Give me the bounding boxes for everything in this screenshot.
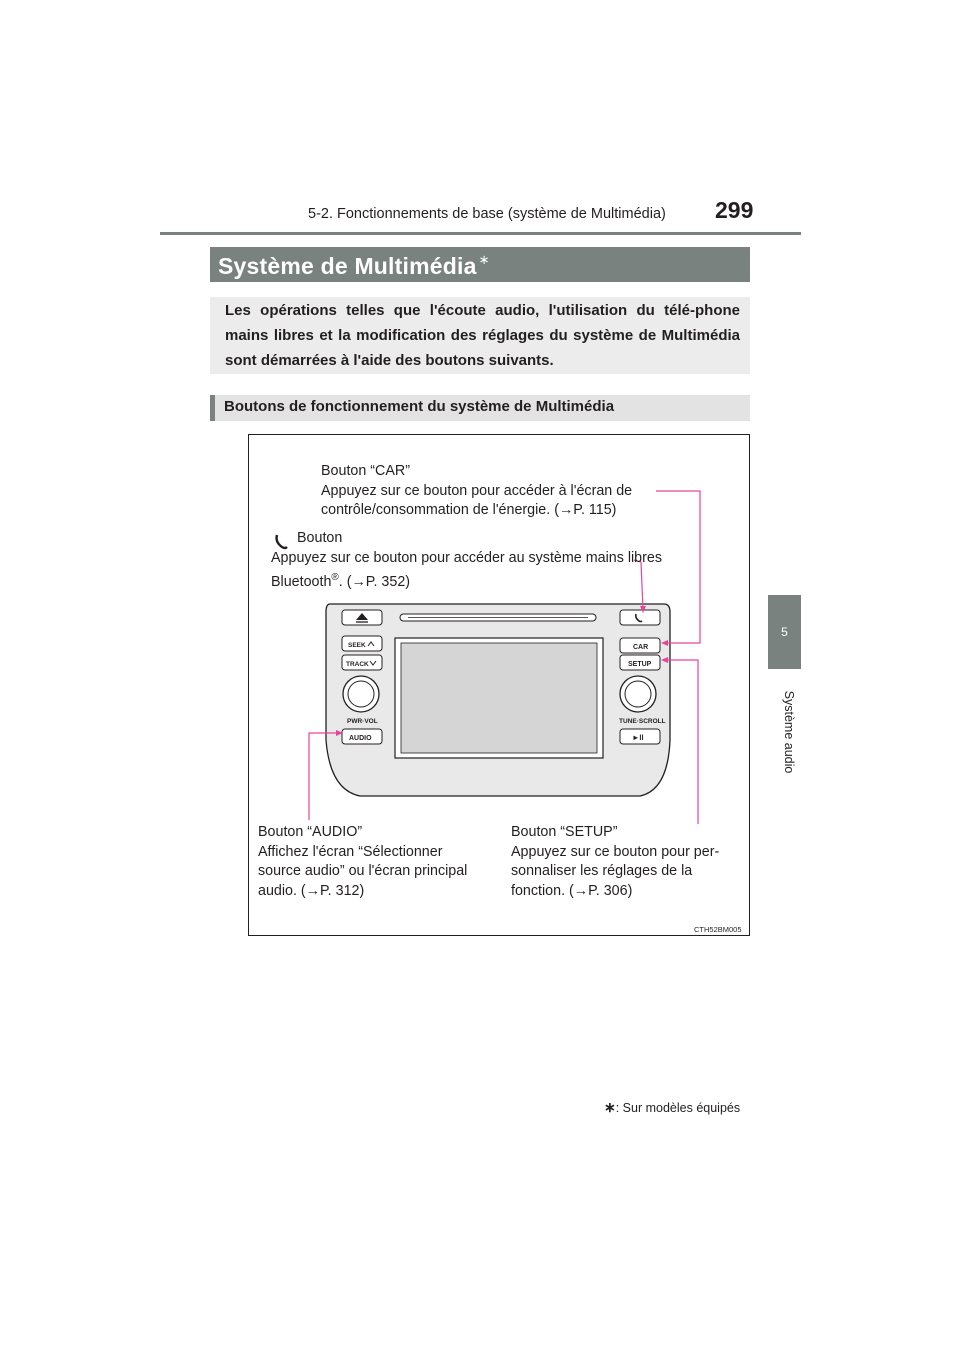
- footnote-mark: ∗: [604, 1099, 616, 1115]
- phone-callout-title: Bouton: [297, 530, 343, 546]
- footnote-text: : Sur modèles équipés: [615, 1101, 741, 1115]
- title-footnote-mark: ∗: [478, 252, 490, 267]
- phone-callout: [271, 529, 662, 592]
- setup-callout-title: Bouton “SETUP”: [511, 824, 618, 840]
- bluetooth-text: Bluetooth: [271, 573, 332, 590]
- section-header: 5-2. Fonctionnements de base (système de Multimédia): [308, 206, 666, 222]
- seek-label: SEEK: [348, 642, 366, 649]
- car-callout: [321, 462, 632, 521]
- phone-callout-line2: [271, 568, 662, 592]
- track-label: TRACK: [346, 661, 369, 668]
- setup-callout-line3: fonction. (→P. 306): [511, 882, 633, 899]
- tune-scroll-label: TUNE·SCROLL: [619, 718, 666, 725]
- audio-callout-line1: Affichez l'écran “Sélectionner: [258, 843, 443, 860]
- setup-label: SETUP: [628, 661, 652, 668]
- phone-callout-ref: . (→P. 352): [338, 573, 411, 590]
- phone-button[interactable]: [620, 610, 660, 625]
- audio-callout: [258, 823, 467, 901]
- page-number: 299: [715, 197, 754, 223]
- car-callout-line1: Appuyez sur ce bouton pour accéder à l'écran de: [321, 482, 633, 499]
- setup-callout: [511, 823, 719, 901]
- car-callout-line2: contrôle/consommation de l'énergie. (→P. 115): [321, 502, 617, 518]
- audio-callout-line3: audio. (→P. 312): [258, 882, 365, 899]
- page-title-text: Système de Multimédia: [218, 253, 477, 279]
- car-callout-title: Bouton “CAR”: [321, 463, 410, 479]
- chapter-tab: 5: [768, 595, 801, 669]
- figure-code: CTH52BM005: [694, 925, 742, 934]
- subheading: Boutons de fonctionnement du système de Multimédia: [224, 398, 615, 415]
- registered-mark: ®: [331, 572, 339, 583]
- pwr-vol-label: PWR·VOL: [347, 718, 378, 725]
- intro-box: Les opérations telles que l'écoute audio, l'utilisation du télé-phone mains libres et la modification des réglages du système de Multimédia sont démarrées à l'aide des boutons suivants.: [210, 297, 750, 374]
- car-label: CAR: [633, 644, 649, 651]
- play-pause-label: ►ll: [632, 733, 644, 742]
- phone-callout-line1: Appuyez sur ce bouton pour accéder au système mains libres: [271, 549, 662, 566]
- setup-callout-line2: sonnaliser les réglages de la: [511, 863, 693, 879]
- audio-label: AUDIO: [349, 735, 372, 742]
- audio-callout-title: Bouton “AUDIO”: [258, 824, 363, 840]
- audio-callout-line2: source audio” ou l'écran principal: [258, 863, 468, 879]
- setup-callout-line1: Appuyez sur ce bouton pour per-: [511, 843, 720, 860]
- chapter-label: Système audio: [782, 690, 796, 774]
- footnote: [604, 1099, 740, 1116]
